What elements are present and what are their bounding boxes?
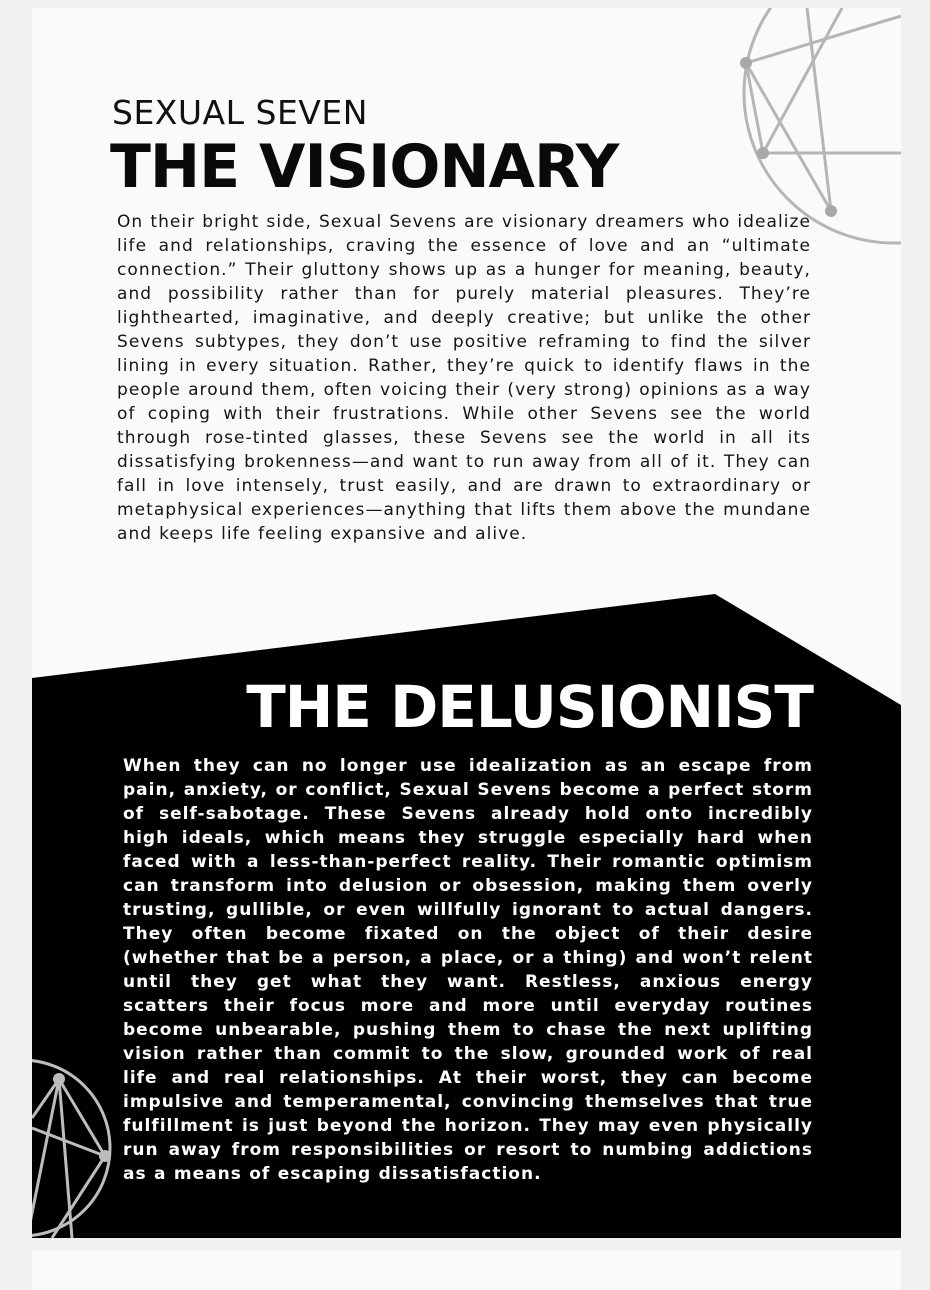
visionary-paragraph: On their bright side, Sexual Sevens are visionary dreamers who idealize life and relationships, craving the essence of love and an “ultimate connection.” Their gluttony shows up as a hunger for meaning, beauty, and possibility rather than for purely material pleasures. They’re lighthearted, imaginative, and deeply creative; but unlike the other Sevens subtypes, they don’t use positive reframing to find the silver lining in every situation. Rather, they’re quick to identify flaws in the people around them, often voicing their (very strong) opinions as a way of coping with their frustrations. While other Sevens see the world through rose-tinted glasses, these Sevens see the world in all its dissatisfying brokenness—and want to run away from all of it. They can fall in love intensely, trust easily, and are drawn to extraordinary or metaphysical experiences—anything that lifts them above the mundane and keeps life feeling expansive and alive.: [117, 212, 811, 544]
page-title: THE VISIONARY: [110, 132, 619, 202]
document-page: [32, 8, 901, 1238]
delusionist-title: THE DELUSIONIST: [246, 673, 813, 741]
enneagram-fragment-icon: [740, 8, 901, 243]
subtype-label: SEXUAL SEVEN: [112, 93, 368, 132]
next-page-edge: [32, 1250, 901, 1290]
delusionist-paragraph: When they can no longer use idealization as an escape from pain, anxiety, or conflict, Sexual Sevens become a perfect storm of self-sabotage. These Sevens already hold onto incredibly high ideals, which means they struggle especially hard when faced with a less-than-perfect reality. Their romantic optimism can transform into delusion or obsession, making them overly trusting, gullible, or even willfully ignorant to actual dangers. They often become fixated on the object of their desire (whether that be a person, a place, or a thing) and won’t relent until they get what they want. Restless, anxious energy scatters their focus more and more until everyday routines become unbearable, pushing them to chase the next uplifting vision rather than commit to the slow, grounded work of real life and real relationships. At their worst, they can become impulsive and temperamental, convincing themselves that true fulfillment is just beyond the horizon. They may even physically run away from responsibilities or resort to numbing addictions as a means of escaping dissatisfaction.: [123, 756, 813, 1184]
